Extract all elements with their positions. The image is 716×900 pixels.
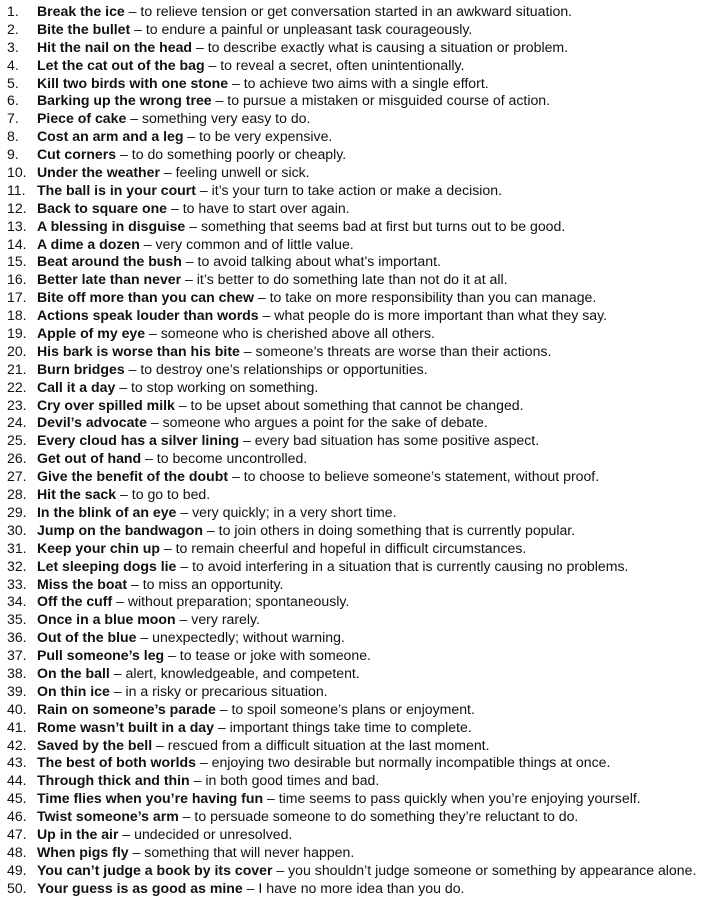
- idiom-item: [0, 92, 716, 110]
- idiom-meaning: – to destroy one’s relationships or opportunities.: [124, 360, 428, 377]
- idiom-meaning: – to choose to believe someone’s statement, without proof.: [228, 468, 600, 485]
- idiom-item: [0, 21, 716, 39]
- idiom-number: 13.: [7, 217, 27, 234]
- idiom-phrase: Burn bridges: [37, 360, 125, 377]
- idiom-number: 5.: [7, 74, 19, 91]
- idiom-meaning: – important things take time to complete.: [213, 718, 472, 735]
- idiom-number: 38.: [7, 664, 27, 681]
- idiom-item: [0, 844, 716, 862]
- idiom-meaning: – something that will never happen.: [128, 843, 355, 860]
- idiom-item: [0, 719, 716, 737]
- idiom-phrase: Hit the sack: [37, 486, 117, 503]
- idiom-phrase: Under the weather: [37, 164, 160, 181]
- idiom-phrase: On the ball: [37, 664, 110, 681]
- idiom-item: [0, 790, 716, 808]
- idiom-number: 23.: [7, 396, 27, 413]
- idiom-number: 2.: [7, 20, 19, 37]
- idiom-phrase: On thin ice: [37, 682, 110, 699]
- idiom-meaning: – something very easy to do.: [126, 110, 311, 127]
- idiom-number: 15.: [7, 253, 27, 270]
- idiom-phrase: Through thick and thin: [37, 772, 190, 789]
- idiom-phrase: Cry over spilled milk: [37, 396, 175, 413]
- idiom-number: 10.: [7, 164, 27, 181]
- idiom-item: [0, 504, 716, 522]
- idiom-meaning: – I have no more idea than you do.: [242, 879, 465, 896]
- idiom-phrase: Back to square one: [37, 199, 168, 216]
- idiom-phrase: Time flies when you’re having fun: [37, 790, 264, 807]
- idiom-phrase: Up in the air: [37, 825, 119, 842]
- idiom-number: 7.: [7, 110, 19, 127]
- idiom-item: [0, 540, 716, 558]
- idiom-number: 50.: [7, 879, 27, 896]
- idiom-meaning: – feeling unwell or sick.: [159, 164, 310, 181]
- idiom-meaning: – to become uncontrolled.: [141, 450, 308, 467]
- idiom-item: [0, 737, 716, 755]
- idiom-meaning: – to miss an opportunity.: [127, 575, 284, 592]
- idiom-phrase: The best of both worlds: [37, 754, 196, 771]
- idiom-item: [0, 808, 716, 826]
- idiom-number: 25.: [7, 432, 27, 449]
- idiom-phrase: A blessing in disguise: [37, 217, 186, 234]
- idiom-meaning: – someone’s threats are worse than their actions.: [239, 342, 552, 359]
- idiom-item: [0, 218, 716, 236]
- idiom-item: [0, 182, 716, 200]
- idiom-number: 9.: [7, 146, 19, 163]
- idiom-meaning: – someone who is cherished above all others.: [145, 325, 435, 342]
- idiom-item: [0, 647, 716, 665]
- idiom-number: 46.: [7, 808, 27, 825]
- idiom-phrase: Hit the nail on the head: [37, 38, 193, 55]
- idiom-meaning: – to take on more responsibility than you can manage.: [253, 289, 597, 306]
- idiom-meaning: – to do something poorly or cheaply.: [116, 146, 347, 163]
- idiom-phrase: Off the cuff: [37, 593, 113, 610]
- idiom-number: 32.: [7, 557, 27, 574]
- idiom-item: [0, 3, 716, 21]
- idiom-meaning: – to pursue a mistaken or misguided course of action.: [211, 92, 551, 109]
- idiom-item: [0, 450, 716, 468]
- idiom-phrase: Kill two birds with one stone: [37, 74, 229, 91]
- idiom-number: 28.: [7, 486, 27, 503]
- idiom-item: [0, 665, 716, 683]
- idiom-number: 20.: [7, 342, 27, 359]
- idiom-item: [0, 683, 716, 701]
- idiom-item: [0, 468, 716, 486]
- idiom-meaning: – to persuade someone to do something they’re reluctant to do.: [178, 808, 579, 825]
- idiom-phrase: Pull someone’s leg: [37, 647, 165, 664]
- idiom-phrase: Your guess is as good as mine: [37, 879, 243, 896]
- idiom-phrase: Get out of hand: [37, 450, 142, 467]
- idiom-number: 49.: [7, 861, 27, 878]
- idiom-meaning: – something that seems bad at first but turns out to be good.: [185, 217, 566, 234]
- idiom-item: [0, 522, 716, 540]
- idiom-phrase: Beat around the bush: [37, 253, 182, 270]
- idiom-meaning: – to remain cheerful and hopeful in difficult circumstances.: [159, 539, 527, 556]
- idiom-number: 17.: [7, 289, 27, 306]
- idiom-meaning: – to go to bed.: [116, 486, 211, 503]
- idiom-meaning: – every bad situation has some positive aspect.: [239, 432, 540, 449]
- idiom-number: 1.: [7, 3, 19, 19]
- idiom-phrase: Rome wasn’t built in a day: [37, 718, 214, 735]
- idiom-number: 43.: [7, 754, 27, 771]
- idiom-meaning: – without preparation; spontaneously.: [112, 593, 350, 610]
- idiom-number: 47.: [7, 825, 27, 842]
- idiom-meaning: – to join others in doing something that is currently popular.: [203, 521, 576, 538]
- idiom-meaning: – to relieve tension or get conversation started in an awkward situation.: [124, 3, 573, 19]
- idiom-meaning: – you shouldn’t judge someone or something by appearance alone.: [272, 861, 697, 878]
- idiom-number: 31.: [7, 539, 27, 556]
- idiom-phrase: Actions speak louder than words: [37, 307, 259, 324]
- idiom-meaning: – in both good times and bad.: [189, 772, 380, 789]
- idiom-phrase: Keep your chin up: [37, 539, 160, 556]
- idiom-item: [0, 146, 716, 164]
- idiom-phrase: His bark is worse than his bite: [37, 342, 240, 359]
- idiom-phrase: Break the ice: [37, 3, 125, 19]
- idiom-item: [0, 289, 716, 307]
- idiom-phrase: Twist someone’s arm: [37, 808, 179, 825]
- idiom-phrase: Rain on someone’s parade: [37, 700, 216, 717]
- idiom-item: [0, 558, 716, 576]
- idiom-meaning: – what people do is more important than what they say.: [258, 307, 607, 324]
- idiom-number: 16.: [7, 271, 27, 288]
- idiom-number: 11.: [7, 181, 26, 198]
- idiom-number: 22.: [7, 378, 27, 395]
- idiom-phrase: Miss the boat: [37, 575, 128, 592]
- idiom-number: 19.: [7, 325, 27, 342]
- idiom-item: [0, 576, 716, 594]
- idiom-number: 29.: [7, 503, 27, 520]
- idiom-number: 18.: [7, 307, 27, 324]
- idiom-item: [0, 110, 716, 128]
- idiom-meaning: – very rarely.: [175, 611, 260, 628]
- idiom-number: 21.: [7, 360, 27, 377]
- idiom-number: 33.: [7, 575, 27, 592]
- idiom-item: [0, 379, 716, 397]
- idiom-phrase: Piece of cake: [37, 110, 127, 127]
- idiom-phrase: Barking up the wrong tree: [37, 92, 212, 109]
- idiom-meaning: – it’s better to do something late than not do it at all.: [181, 271, 508, 288]
- idiom-meaning: – to avoid interfering in a situation that is currently causing no problems.: [176, 557, 629, 574]
- idiom-meaning: – unexpectedly; without warning.: [136, 629, 345, 646]
- idiom-phrase: Let sleeping dogs lie: [37, 557, 177, 574]
- idiom-item: [0, 236, 716, 254]
- idiom-phrase: Cut corners: [37, 146, 117, 163]
- idiom-item: [0, 128, 716, 146]
- idiom-meaning: – to achieve two aims with a single effort.: [228, 74, 489, 91]
- idiom-meaning: – to endure a painful or unpleasant task courageously.: [130, 20, 473, 37]
- idiom-item: [0, 772, 716, 790]
- idiom-phrase: The ball is in your court: [37, 181, 196, 198]
- idiom-meaning: – in a risky or precarious situation.: [109, 682, 328, 699]
- idiom-number: 36.: [7, 629, 27, 646]
- idiom-number: 44.: [7, 772, 27, 789]
- idiom-meaning: – enjoying two desirable but normally incompatible things at once.: [195, 754, 611, 771]
- idiom-phrase: Apple of my eye: [37, 325, 146, 342]
- idiom-item: [0, 57, 716, 75]
- idiom-item: [0, 271, 716, 289]
- idiom-item: [0, 343, 716, 361]
- idiom-meaning: – alert, knowledgeable, and competent.: [109, 664, 360, 681]
- idiom-number: 45.: [7, 790, 27, 807]
- idiom-phrase: Give the benefit of the doubt: [37, 468, 229, 485]
- idiom-phrase: When pigs fly: [37, 843, 129, 860]
- idiom-number: 30.: [7, 521, 27, 538]
- idiom-meaning: – to avoid talking about what’s important.: [181, 253, 441, 270]
- idiom-meaning: – to spoil someone’s plans or enjoyment.: [215, 700, 475, 717]
- idiom-number: 40.: [7, 700, 27, 717]
- idiom-number: 3.: [7, 38, 19, 55]
- idiom-item: [0, 880, 716, 898]
- idiom-meaning: – to have to start over again.: [167, 199, 350, 216]
- idiom-meaning: – rescued from a difficult situation at the last moment.: [152, 736, 490, 753]
- idiom-phrase: Out of the blue: [37, 629, 137, 646]
- idiom-phrase: Saved by the bell: [37, 736, 153, 753]
- idiom-number: 48.: [7, 843, 27, 860]
- idiom-phrase: A dime a dozen: [37, 235, 140, 252]
- idiom-item: [0, 397, 716, 415]
- idiom-meaning: – very quickly; in a very short time.: [176, 503, 397, 520]
- idiom-meaning: – very common and of little value.: [139, 235, 354, 252]
- idiom-meaning: – someone who argues a point for the sake of debate.: [146, 414, 488, 431]
- idiom-phrase: In the blink of an eye: [37, 503, 177, 520]
- idiom-number: 24.: [7, 414, 27, 431]
- idiom-item: [0, 75, 716, 93]
- idiom-phrase: Jump on the bandwagon: [37, 521, 203, 538]
- idiom-item: [0, 200, 716, 218]
- idiom-item: [0, 432, 716, 450]
- idiom-item: [0, 611, 716, 629]
- idiom-item: [0, 164, 716, 182]
- idiom-item: [0, 826, 716, 844]
- idiom-item: [0, 253, 716, 271]
- idiom-meaning: – to tease or joke with someone.: [164, 647, 371, 664]
- idiom-item: [0, 325, 716, 343]
- idiom-item: [0, 754, 716, 772]
- idiom-item: [0, 862, 716, 880]
- idiom-meaning: – to stop working on something.: [115, 378, 319, 395]
- idiom-number: 6.: [7, 92, 19, 109]
- idiom-item: [0, 593, 716, 611]
- idiom-number: 42.: [7, 736, 27, 753]
- idiom-phrase: You can’t judge a book by its cover: [37, 861, 273, 878]
- idiom-meaning: – it’s your turn to take action or make a decision.: [195, 181, 503, 198]
- idiom-meaning: – time seems to pass quickly when you’re enjoying yourself.: [263, 790, 641, 807]
- idiom-item: [0, 39, 716, 57]
- idiom-phrase: Every cloud has a silver lining: [37, 432, 240, 449]
- idiom-meaning: – to describe exactly what is causing a situation or problem.: [192, 38, 569, 55]
- idiom-item: [0, 414, 716, 432]
- idiom-meaning: – to be upset about something that cannot be changed.: [174, 396, 524, 413]
- idiom-number: 34.: [7, 593, 27, 610]
- idiom-phrase: Devil’s advocate: [37, 414, 147, 431]
- idiom-phrase: Let the cat out of the bag: [37, 56, 205, 73]
- idiom-number: 39.: [7, 682, 27, 699]
- idiom-phrase: Once in a blue moon: [37, 611, 176, 628]
- idiom-phrase: Cost an arm and a leg: [37, 128, 184, 145]
- idiom-number: 4.: [7, 56, 19, 73]
- idiom-meaning: – undecided or unresolved.: [118, 825, 293, 842]
- idiom-item: [0, 629, 716, 647]
- idiom-item: [0, 701, 716, 719]
- idiom-number: 27.: [7, 468, 27, 485]
- idiom-item: [0, 361, 716, 379]
- idiom-number: 37.: [7, 647, 27, 664]
- idiom-number: 41.: [7, 718, 27, 735]
- idiom-meaning: – to be very expensive.: [183, 128, 333, 145]
- idiom-phrase: Better late than never: [37, 271, 182, 288]
- idiom-number: 14.: [7, 235, 27, 252]
- idiom-item: [0, 486, 716, 504]
- idiom-number: 26.: [7, 450, 27, 467]
- idiom-phrase: Bite off more than you can chew: [37, 289, 254, 306]
- idiom-number: 8.: [7, 128, 19, 145]
- idiom-phrase: Call it a day: [37, 378, 116, 395]
- idiom-meaning: – to reveal a secret, often unintentionally.: [204, 56, 465, 73]
- idiom-phrase: Bite the bullet: [37, 20, 131, 37]
- idiom-number: 35.: [7, 611, 27, 628]
- idiom-item: [0, 307, 716, 325]
- idiom-number: 12.: [7, 199, 27, 216]
